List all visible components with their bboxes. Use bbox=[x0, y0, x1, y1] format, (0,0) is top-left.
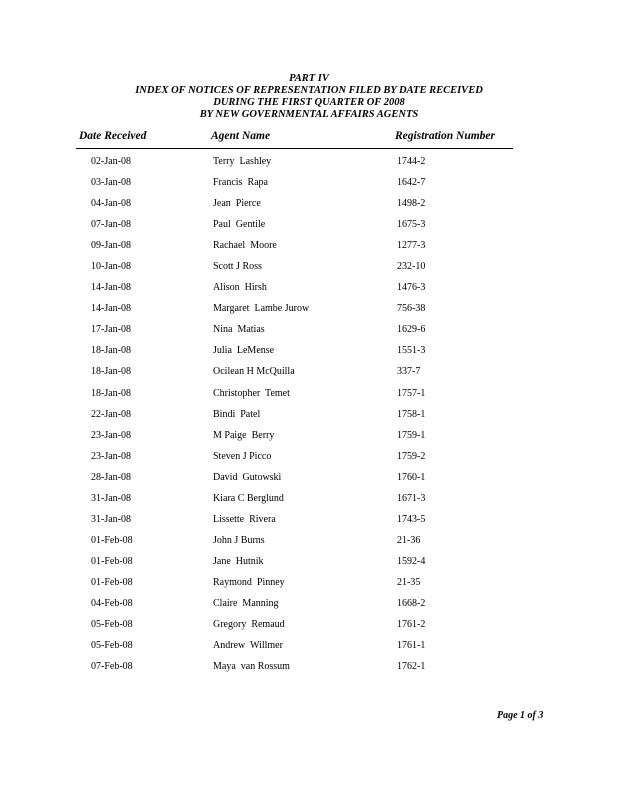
table-row bbox=[0, 556, 618, 577]
cell-date: 09-Jan-08 bbox=[91, 240, 131, 252]
cell-registration-number: 1760-1 bbox=[397, 471, 426, 483]
table-row bbox=[0, 261, 618, 282]
cell-agent-name: Steven J Picco bbox=[213, 450, 272, 462]
cell-agent-name: Nina Matias bbox=[213, 324, 265, 336]
cell-agent-name: Andrew Willmer bbox=[213, 640, 283, 652]
cell-date: 04-Jan-08 bbox=[91, 198, 131, 210]
cell-agent-name: Margaret Lambe Jurow bbox=[213, 303, 310, 315]
cell-date: 05-Feb-08 bbox=[91, 640, 133, 652]
cell-date: 14-Jan-08 bbox=[91, 282, 131, 294]
cell-agent-name: Maya van Rossum bbox=[213, 661, 290, 673]
column-header-registration: Registration Number bbox=[395, 130, 496, 142]
document-header bbox=[0, 73, 618, 121]
cell-agent-name: Rachael Moore bbox=[213, 240, 277, 252]
cell-registration-number: 1761-1 bbox=[397, 640, 426, 652]
cell-date: 18-Jan-08 bbox=[91, 366, 131, 378]
table-row bbox=[0, 345, 618, 366]
page-number: Page 1 of 3 bbox=[497, 710, 544, 721]
cell-date: 02-Jan-08 bbox=[91, 156, 131, 167]
cell-registration-number: 1759-2 bbox=[397, 450, 426, 462]
cell-registration-number: 1551-3 bbox=[397, 345, 426, 357]
cell-registration-number: 232-10 bbox=[397, 261, 426, 273]
column-header-agent: Agent Name bbox=[211, 130, 271, 142]
table-row bbox=[0, 598, 618, 619]
cell-date: 03-Jan-08 bbox=[91, 177, 131, 189]
table-row bbox=[0, 619, 618, 640]
cell-registration-number: 1759-1 bbox=[397, 429, 426, 441]
cell-date: 10-Jan-08 bbox=[91, 261, 131, 273]
cell-date: 07-Jan-08 bbox=[91, 219, 131, 231]
cell-agent-name: Lissette Rivera bbox=[213, 513, 276, 525]
table-row bbox=[0, 366, 618, 387]
cell-registration-number: 1758-1 bbox=[397, 408, 426, 420]
table-row bbox=[0, 472, 618, 493]
cell-agent-name: Terry Lashley bbox=[213, 156, 272, 167]
cell-agent-name: Bindi Patel bbox=[213, 408, 261, 420]
table-row bbox=[0, 409, 618, 430]
cell-agent-name: Scott J Ross bbox=[213, 261, 262, 273]
table-row bbox=[0, 324, 618, 345]
table-row bbox=[0, 451, 618, 472]
cell-date: 14-Jan-08 bbox=[91, 303, 131, 315]
cell-agent-name: M Paige Berry bbox=[213, 429, 275, 441]
cell-registration-number: 337-7 bbox=[397, 366, 421, 378]
cell-date: 01-Feb-08 bbox=[91, 534, 133, 546]
cell-registration-number: 1761-2 bbox=[397, 619, 426, 631]
cell-agent-name: Gregory Remaud bbox=[213, 619, 285, 631]
cell-registration-number: 1592-4 bbox=[397, 555, 426, 567]
cell-agent-name: Alison Hirsh bbox=[213, 282, 267, 294]
column-header-date: Date Received bbox=[79, 130, 147, 142]
cell-agent-name: John J Burns bbox=[213, 534, 265, 546]
cell-date: 18-Jan-08 bbox=[91, 387, 131, 399]
table-row bbox=[0, 535, 618, 556]
cell-registration-number: 1476-3 bbox=[397, 282, 426, 294]
cell-date: 22-Jan-08 bbox=[91, 408, 131, 420]
cell-registration-number: 1671-3 bbox=[397, 492, 426, 504]
cell-agent-name: Kiara C Berglund bbox=[213, 492, 284, 504]
cell-registration-number: 1629-6 bbox=[397, 324, 426, 336]
cell-registration-number: 21-35 bbox=[397, 576, 421, 588]
cell-date: 18-Jan-08 bbox=[91, 345, 131, 357]
cell-registration-number: 1668-2 bbox=[397, 597, 426, 609]
cell-date: 23-Jan-08 bbox=[91, 429, 131, 441]
table-row bbox=[0, 240, 618, 261]
table-row bbox=[0, 219, 618, 240]
table-body bbox=[0, 156, 618, 682]
table-row bbox=[0, 156, 618, 177]
table-row bbox=[0, 388, 618, 409]
cell-date: 05-Feb-08 bbox=[91, 619, 133, 631]
table-row bbox=[0, 177, 618, 198]
cell-registration-number: 1277-3 bbox=[397, 240, 426, 252]
cell-agent-name: Christopher Temet bbox=[213, 387, 290, 399]
cell-registration-number: 21-36 bbox=[397, 534, 421, 546]
cell-registration-number: 1762-1 bbox=[397, 661, 426, 673]
cell-date: 31-Jan-08 bbox=[91, 513, 131, 525]
table-row bbox=[0, 198, 618, 219]
cell-date: 31-Jan-08 bbox=[91, 492, 131, 504]
cell-agent-name: Paul Gentile bbox=[213, 219, 266, 231]
cell-date: 17-Jan-08 bbox=[91, 324, 131, 336]
cell-registration-number: 1744-2 bbox=[397, 156, 426, 167]
cell-registration-number: 1743-5 bbox=[397, 513, 426, 525]
document-subtitle-period: DURING THE FIRST QUARTER OF 2008 bbox=[213, 97, 405, 108]
cell-date: 04-Feb-08 bbox=[91, 597, 133, 609]
cell-date: 01-Feb-08 bbox=[91, 576, 133, 588]
table-row bbox=[0, 514, 618, 535]
table-row bbox=[0, 661, 618, 682]
table-row bbox=[0, 303, 618, 324]
table-row bbox=[0, 282, 618, 303]
cell-registration-number: 1757-1 bbox=[397, 387, 426, 399]
table-row bbox=[0, 577, 618, 598]
cell-agent-name: David Gutowski bbox=[213, 471, 282, 483]
part-label: PART IV bbox=[289, 73, 329, 84]
table-row bbox=[0, 493, 618, 514]
cell-agent-name: Julia LeMense bbox=[213, 345, 275, 357]
cell-agent-name: Ocilean H McQuilla bbox=[213, 366, 295, 378]
document-title: INDEX OF NOTICES OF REPRESENTATION FILED BY DATE RECEIVED bbox=[135, 85, 483, 96]
cell-date: 01-Feb-08 bbox=[91, 555, 133, 567]
cell-agent-name: Francis Rapa bbox=[213, 177, 268, 189]
cell-agent-name: Claire Manning bbox=[213, 597, 279, 609]
cell-agent-name: Jane Hutnik bbox=[213, 555, 264, 567]
cell-registration-number: 1498-2 bbox=[397, 198, 426, 210]
cell-registration-number: 1675-3 bbox=[397, 219, 426, 231]
cell-agent-name: Raymond Pinney bbox=[213, 576, 285, 588]
cell-registration-number: 756-38 bbox=[397, 303, 426, 315]
cell-agent-name: Jean Pierce bbox=[213, 198, 261, 210]
table-header bbox=[0, 130, 618, 144]
cell-date: 23-Jan-08 bbox=[91, 450, 131, 462]
header-divider bbox=[76, 148, 513, 149]
cell-date: 28-Jan-08 bbox=[91, 471, 131, 483]
cell-registration-number: 1642-7 bbox=[397, 177, 426, 189]
table-row bbox=[0, 640, 618, 661]
table-row bbox=[0, 430, 618, 451]
document-subtitle-scope: BY NEW GOVERNMENTAL AFFAIRS AGENTS bbox=[199, 109, 419, 120]
cell-date: 07-Feb-08 bbox=[91, 661, 133, 673]
